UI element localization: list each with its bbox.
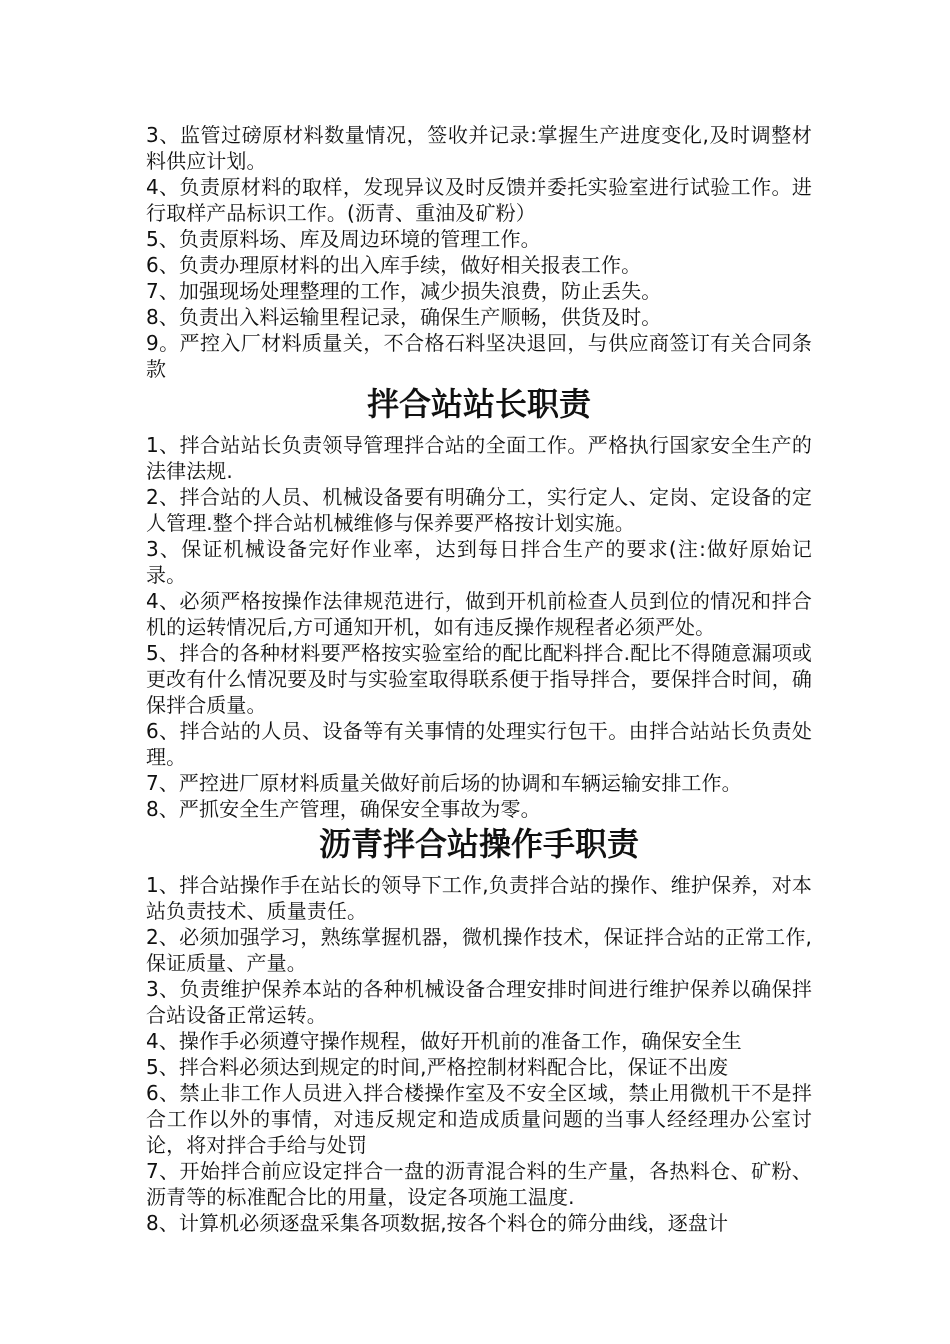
list-item: 9。严控入厂材料质量关，不合格石料坚决退回，与供应商签订有关合同条款 [146,331,812,381]
list-item: 2、必须加强学习，熟练掌握机器，微机操作技术，保证拌合站的正常工作,保证质量、产量。 [146,925,812,975]
list-item: 8、计算机必须逐盘采集各项数据,按各个料仓的筛分曲线，逐盘计 [146,1211,729,1235]
list-item: 1、拌合站站长负责领导管理拌合站的全面工作。严格执行国家安全生产的法律法规. [146,433,812,483]
list-item: 8、严抓安全生产管理，确保安全事故为零。 [146,797,541,821]
list-item: 7、严控进厂原材料质量关做好前后场的协调和车辆运输安排工作。 [146,771,742,795]
list-item: 2、拌合站的人员、机械设备要有明确分工，实行定人、定岗、定设备的定人管理.整个拌合站机械维修与保养要严格按计划实施。 [146,485,812,535]
list-item: 6、拌合站的人员、设备等有关事情的处理实行包干。由拌合站站长负责处理。 [146,719,812,769]
section-operator [146,822,812,1236]
list-item: 7、加强现场处理整理的工作，减少损失浪费，防止丢失。 [146,279,662,303]
section-heading: 拌合站站长职责 [366,385,591,423]
list-item: 5、负责原料场、库及周边环境的管理工作。 [146,227,541,251]
list-item: 6、禁止非工作人员进入拌合楼操作室及不安全区域，禁止用微机干不是拌合工作以外的事情，对违反规定和造成质量问题的当事人经经理办公室讨论，将对拌合手给与处罚 [146,1081,812,1157]
list-item: 8、负责出入料运输里程记录，确保生产顺畅，供货及时。 [146,305,662,329]
list-item: 5、拌合的各种材料要严格按实验室给的配比配料拌合.配比不得随意漏项或更改有什么情况要及时与实验室取得联系便于指导拌合，要保拌合时间，确保拌合质量。 [146,641,812,717]
list-item: 3、保证机械设备完好作业率，达到每日拌合生产的要求(注:做好原始记录。 [146,537,812,587]
list-item: 3、监管过磅原材料数量情况，签收并记录:掌握生产进度变化,及时调整材料供应计划。 [146,123,812,173]
section-material-duties [146,122,812,382]
list-item: 4、负责原材料的取样，发现异议及时反馈并委托实验室进行试验工作。进行取样产品标识工作。(沥青、重油及矿粉） [146,175,812,225]
list-item: 1、拌合站操作手在站长的领导下工作,负责拌合站的操作、维护保养，对本站负责技术、质量责任。 [146,873,812,923]
list-item: 7、开始拌合前应设定拌合一盘的沥青混合料的生产量，各热料仓、矿粉、沥青等的标准配合比的用量，设定各项施工温度. [146,1159,812,1209]
list-item: 5、拌合料必须达到规定的时间,严格控制材料配合比，保证不出废 [146,1055,729,1079]
list-item: 6、负责办理原材料的出入库手续，做好相关报表工作。 [146,253,642,277]
list-item: 3、负责维护保养本站的各种机械设备合理安排时间进行维护保养以确保拌合站设备正常运转。 [146,977,812,1027]
section-station-manager [146,382,812,822]
list-item: 4、必须严格按操作法律规范进行，做到开机前检查人员到位的情况和拌合机的运转情况后,方可通知开机，如有违反操作规程者必须严处。 [146,589,812,639]
section-heading: 沥青拌合站操作手职责 [318,825,639,863]
list-item: 4、操作手必须遵守操作规程，做好开机前的准备工作，确保安全生 [146,1029,742,1053]
document-body [146,122,812,1236]
